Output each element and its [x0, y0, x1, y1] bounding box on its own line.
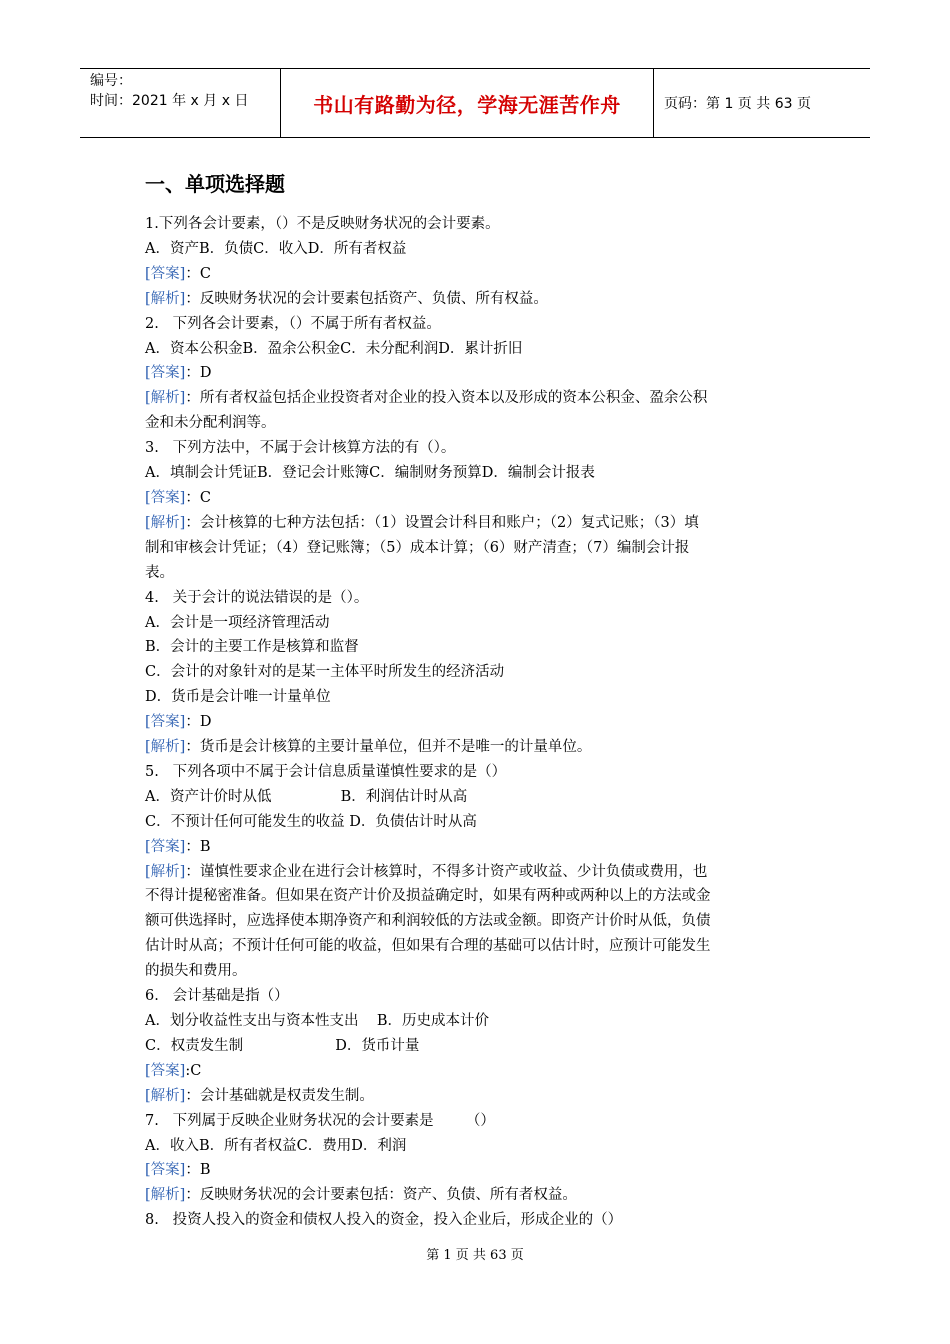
text-line: [145, 411, 810, 436]
text-line: [145, 760, 810, 785]
text-line: [145, 984, 810, 1009]
line-text: ：谨慎性要求企业在进行会计核算时，不得多计资产或收益、少计负债或费用，也: [185, 863, 708, 880]
text-line: [145, 685, 810, 710]
line-tag: [解析]: [145, 514, 186, 531]
header-meta: [80, 69, 281, 137]
line-text: 不得计提秘密准备。但如果在资产计价及损益确定时，如果有两种或两种以上的方法或金: [145, 888, 711, 905]
line-text: 2. 下列各会计要素，（）不属于所有者权益。: [145, 315, 441, 332]
text-line: [145, 461, 810, 486]
line-text: A．划分收益性支出与资本性支出 B．历史成本计价: [145, 1013, 490, 1029]
line-text: 7. 下列属于反映企业财务状况的会计要素是 （）: [145, 1112, 495, 1129]
line-text: 3. 下列方法中，不属于会计核算方法的有（）。: [145, 440, 456, 457]
line-text: C．不预计任何可能发生的收益 D．负债估计时从高: [145, 813, 477, 830]
text-line: [145, 212, 810, 237]
text-line: [145, 959, 810, 984]
line-text: A．资产计价时从低 B．利润估计时从高: [145, 788, 468, 805]
text-line: [145, 1109, 810, 1134]
line-text: 的损失和费用。: [145, 963, 247, 980]
line-text: ：货币是会计核算的主要计量单位，但并不是唯一的计量单位。: [185, 739, 592, 756]
line-text: 1.下列各会计要素，（）不是反映财务状况的会计要素。: [145, 216, 500, 232]
text-line: [145, 561, 810, 586]
line-tag: [解析]: [145, 863, 186, 880]
line-text: 表。: [145, 564, 174, 581]
line-text: A．资产B．负债C．收入D．所有者权益: [145, 240, 407, 257]
line-text: C．权责发生制 D．货币计量: [145, 1037, 420, 1054]
answer-line: [145, 710, 810, 735]
line-tag: [解析]: [145, 1187, 186, 1204]
line-text: A．收入B．所有者权益C．费用D．利润: [145, 1137, 407, 1154]
line-text: ：C: [185, 265, 211, 282]
line-text: 额可供选择时，应选择使本期净资产和利润较低的方法或金额。即资产计价时从低，负债: [145, 913, 711, 930]
header-page-info: 页码：第 1 页 共 63 页: [664, 96, 811, 112]
answer-line: [145, 835, 810, 860]
line-tag: [答案]: [145, 1162, 186, 1179]
line-text: A．资本公积金B．盈余公积金C．未分配利润D．累计折旧: [145, 340, 523, 357]
document-body: [145, 168, 810, 1233]
line-text: 金和未分配利润等。: [145, 415, 276, 432]
line-text: ：B: [185, 1162, 211, 1179]
text-line: [145, 1134, 810, 1159]
explanation-line: [145, 287, 810, 312]
text-line: [145, 934, 810, 959]
explanation-line: [145, 735, 810, 760]
line-tag: [解析]: [145, 290, 186, 307]
line-text: 估计时从高；不预计任何可能的收益，但如果有合理的基础可以估计时，应预计可能发生: [145, 938, 711, 955]
answer-line: [145, 361, 810, 386]
line-text: ：反映财务状况的会计要素包括：资产、负债、所有者权益。: [185, 1187, 577, 1204]
text-line: [145, 436, 810, 461]
text-line: [145, 611, 810, 636]
answer-line: [145, 486, 810, 511]
text-line: [145, 909, 810, 934]
header-motto: 书山有路勤为径，学海无涯苦作舟: [281, 69, 654, 137]
text-line: [145, 1009, 810, 1034]
line-tag: [解析]: [145, 739, 186, 756]
text-line: [145, 1208, 810, 1233]
line-tag: [答案]: [145, 489, 186, 506]
answer-line: [145, 1158, 810, 1183]
line-tag: [答案]: [145, 714, 186, 731]
section-title: 一、单项选择题: [145, 172, 285, 196]
answer-line: [145, 262, 810, 287]
line-text: ：反映财务状况的会计要素包括资产、负债、所有权益。: [185, 290, 548, 307]
text-line: [145, 810, 810, 835]
line-text: A．会计是一项经济管理活动: [145, 614, 330, 631]
text-line: [145, 536, 810, 561]
line-tag: [答案]: [145, 1062, 186, 1079]
line-text: ：会计基础就是权责发生制。: [185, 1087, 374, 1104]
explanation-line: [145, 860, 810, 885]
text-line: [145, 337, 810, 362]
line-text: 4. 关于会计的说法错误的是（）。: [145, 589, 369, 606]
text-line: [145, 312, 810, 337]
line-text: C．会计的对象针对的是某一主体平时所发生的经济活动: [145, 664, 505, 681]
line-text: ：所有者权益包括企业投资者对企业的投入资本以及形成的资本公积金、盈余公积: [185, 390, 708, 407]
line-text: A．填制会计凭证B．登记会计账簿C．编制财务预算D．编制会计报表: [145, 465, 595, 482]
text-line: [145, 660, 810, 685]
explanation-line: [145, 511, 810, 536]
page-header: [80, 68, 870, 138]
document-date: 时间：2021 年 x 月 x 日: [90, 93, 249, 109]
question-list: [145, 212, 810, 1233]
line-text: ：B: [185, 838, 211, 855]
line-tag: [答案]: [145, 365, 186, 382]
answer-line: [145, 1059, 810, 1084]
explanation-line: [145, 386, 810, 411]
line-tag: [解析]: [145, 1087, 186, 1104]
line-text: 制和审核会计凭证；（4）登记账簿；（5）成本计算；（6）财产清查；（7）编制会计报: [145, 539, 690, 556]
text-line: [145, 237, 810, 262]
line-text: ：C: [185, 489, 211, 506]
text-line: [145, 586, 810, 611]
line-text: D．货币是会计唯一计量单位: [145, 689, 331, 706]
line-tag: [答案]: [145, 838, 186, 855]
line-text: ：D: [185, 714, 212, 731]
page-footer: 第 1 页 共 63 页: [426, 1248, 524, 1263]
text-line: [145, 884, 810, 909]
explanation-line: [145, 1084, 810, 1109]
text-line: [145, 1034, 810, 1059]
text-line: [145, 635, 810, 660]
line-text: :C: [185, 1062, 202, 1079]
line-text: ：D: [185, 365, 212, 382]
line-text: 6. 会计基础是指（）: [145, 988, 289, 1005]
text-line: [145, 785, 810, 810]
line-tag: [答案]: [145, 265, 186, 282]
line-text: ：会计核算的七种方法包括：（1）设置会计科目和账户；（2）复式记账；（3）填: [185, 514, 699, 531]
line-tag: [解析]: [145, 390, 186, 407]
document-number-label: 编号：: [90, 73, 132, 89]
line-text: B．会计的主要工作是核算和监督: [145, 639, 359, 656]
explanation-line: [145, 1183, 810, 1208]
line-text: 5. 下列各项中不属于会计信息质量谨慎性要求的是（）: [145, 763, 507, 780]
line-text: 8. 投资人投入的资金和债权人投入的资金，投入企业后，形成企业的（）: [145, 1212, 623, 1229]
